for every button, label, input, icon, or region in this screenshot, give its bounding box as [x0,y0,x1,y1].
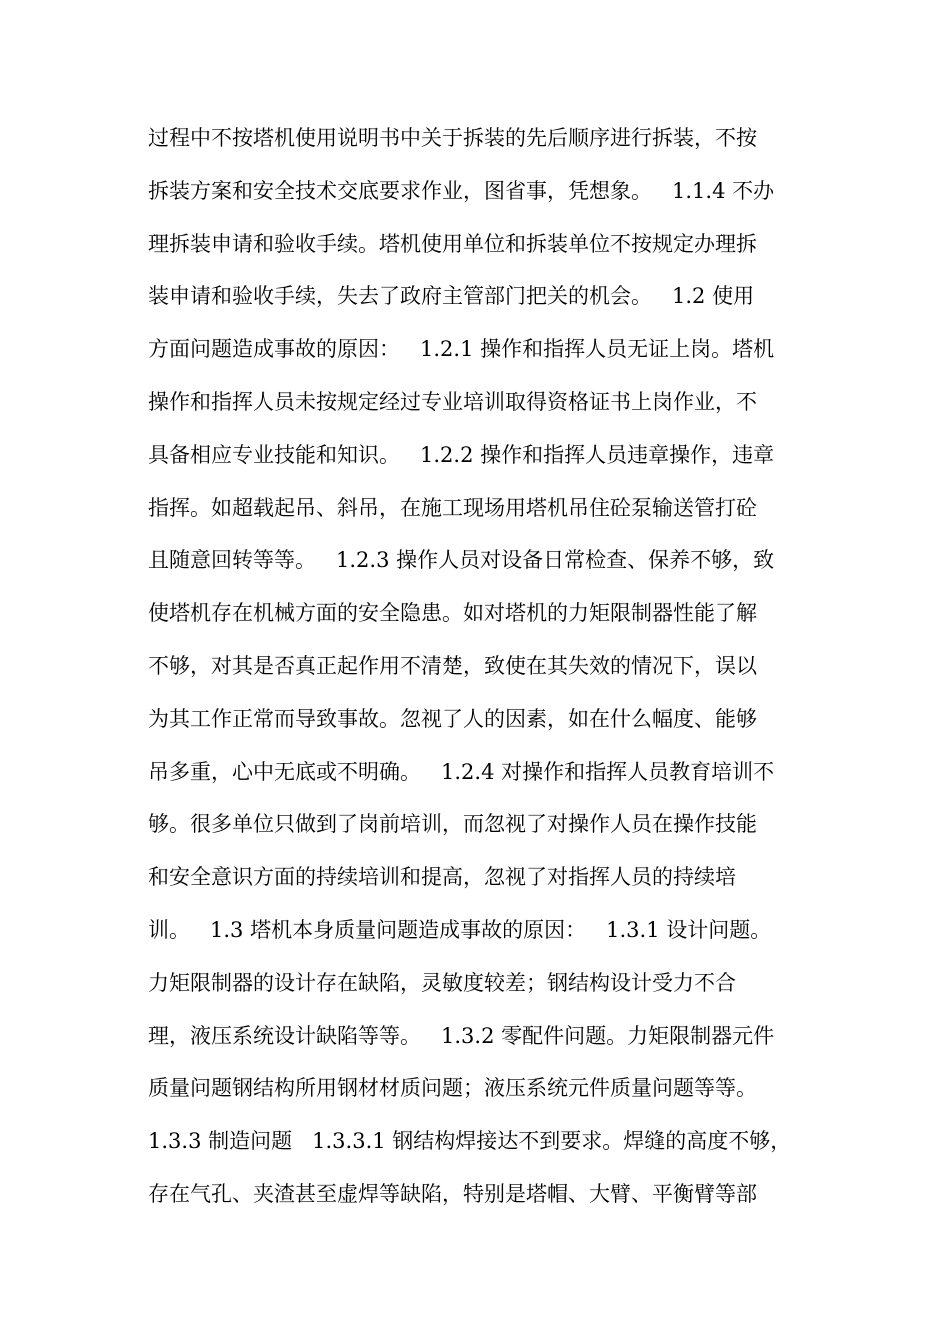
text-line: 训。 1.3 塔机本身质量问题造成事故的原因： 1.3.1 设计问题。 [148,917,772,942]
text-line: 装申请和验收手续，失去了政府主管部门把关的机会。 1.2 使用 [148,284,755,309]
text-line: 力矩限制器的设计存在缺陷，灵敏度较差；钢结构设计受力不合 [148,970,736,995]
text-line: 不够，对其是否真正起作用不清楚，致使在其失效的情况下，误以 [148,653,757,678]
text-line: 具备相应专业技能和知识。 1.2.2 操作和指挥人员违章操作，违章 [148,442,775,467]
text-line: 为其工作正常而导致事故。忽视了人的因素，如在什么幅度、能够 [148,706,757,731]
text-line: 理拆装申请和验收手续。塔机使用单位和拆装单位不按规定办理拆 [148,231,757,256]
body-text [148,116,808,1225]
text-line: 和安全意识方面的持续培训和提高，忽视了对指挥人员的持续培 [148,865,736,890]
text-line: 且随意回转等等。 1.2.3 操作人员对设备日常检查、保养不够，致 [148,548,775,573]
text-line: 使塔机存在机械方面的安全隐患。如对塔机的力矩限制器性能了解 [148,601,757,626]
text-line: 1.3.3 制造问题 1.3.3.1 钢结构焊接达不到要求。焊缝的高度不够， [148,1129,792,1154]
text-line: 质量问题钢结构所用钢材材质问题；液压系统元件质量问题等等。 [148,1076,757,1101]
text-line: 过程中不按塔机使用说明书中关于拆装的先后顺序进行拆装，不按 [148,126,757,150]
text-line: 拆装方案和安全技术交底要求作业，图省事，凭想象。 1.1.4 不办 [148,178,775,203]
text-line: 存在气孔、夹渣甚至虚焊等缺陷，特别是塔帽、大臂、平衡臂等部 [148,1181,757,1206]
text-line: 够。很多单位只做到了岗前培训，而忽视了对操作人员在操作技能 [148,812,757,837]
text-line: 吊多重，心中无底或不明确。 1.2.4 对操作和指挥人员教育培训不 [148,759,775,784]
text-line: 指挥。如超载起吊、斜吊，在施工现场用塔机吊住砼泵输送管打砼 [148,495,757,520]
text-line: 操作和指挥人员未按规定经过专业培训取得资格证书上岗作业，不 [148,389,757,414]
text-line: 理，液压系统设计缺陷等等。 1.3.2 零配件问题。力矩限制器元件 [148,1023,775,1048]
text-line: 方面问题造成事故的原因： 1.2.1 操作和指挥人员无证上岗。塔机 [148,337,775,362]
